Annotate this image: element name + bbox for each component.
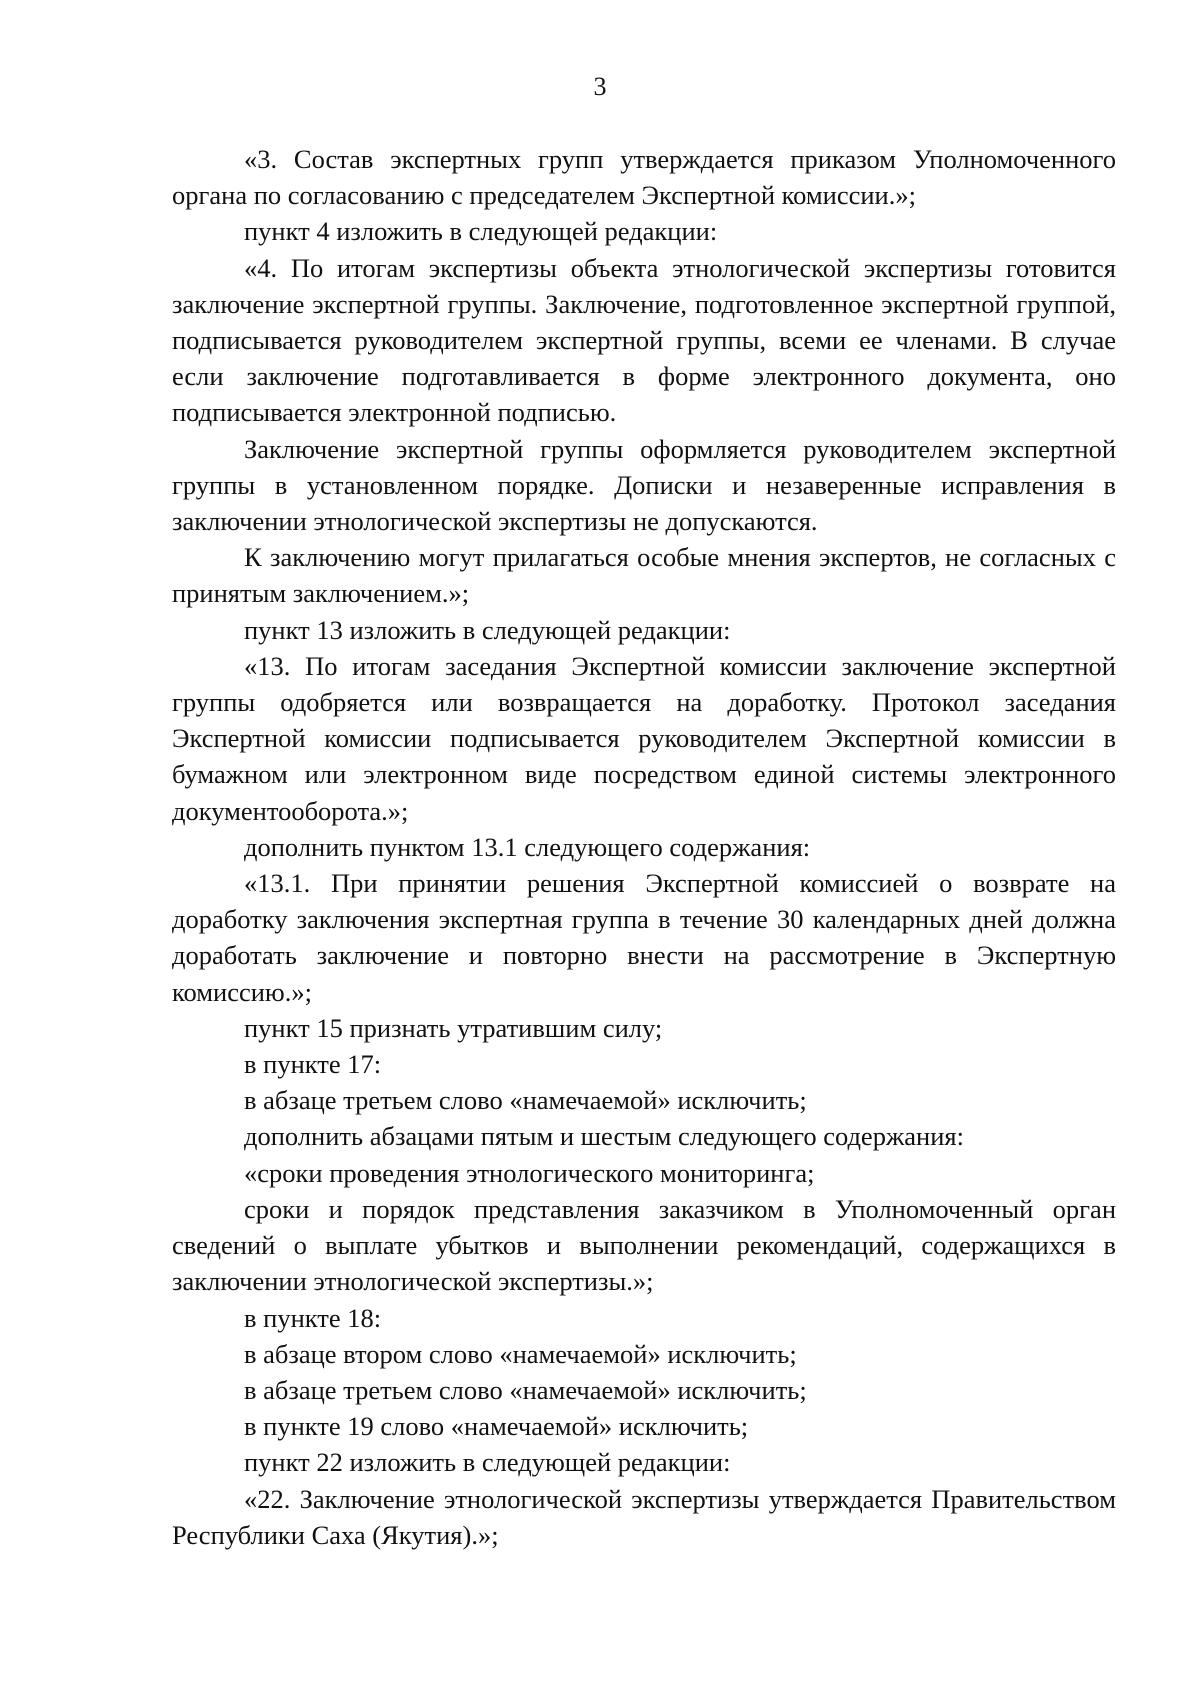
paragraph: в пункте 19 слово «намечаемой» исключить; [244, 1411, 749, 1442]
paragraph: пункт 13 изложить в следующей редакции: [244, 614, 731, 645]
paragraph: «сроки проведения этнологического мониторинга; [244, 1157, 815, 1188]
paragraph: дополнить пунктом 13.1 следующего содержания: [244, 831, 811, 862]
paragraph: пункт 22 изложить в следующей редакции: [244, 1447, 731, 1478]
paragraph: «22. Заключение этнологической экспертизы утверждается Правительством Республики Саха (Якутия).»; [172, 1483, 1116, 1550]
paragraph: в абзаце втором слово «намечаемой» исключить; [244, 1338, 797, 1369]
paragraph: дополнить абзацами пятым и шестым следующего содержания: [244, 1121, 964, 1152]
paragraph: «3. Состав экспертных групп утверждается приказом Уполномоченного органа по согласованию с председателем Экспертной комиссии.»; [172, 144, 1116, 211]
page-number: 3 [593, 72, 607, 101]
paragraph: в пункте 18: [244, 1302, 382, 1333]
paragraph: Заключение экспертной группы оформляется руководителем экспертной группы в установленном порядке. Дописки и незаверенные исправления в заключении этнологической экспертизы не допускаются. [172, 433, 1116, 537]
paragraph: «13.1. При принятии решения Экспертной комиссией о возврате на доработку заключения экспертная группа в течение 30 календарных дней должна доработать заключение и повторно внести на рассмотрение в Экспертную комиссию.»; [172, 868, 1116, 1007]
document-body [172, 141, 1116, 1553]
paragraph: в абзаце третьем слово «намечаемой» исключить; [244, 1085, 807, 1116]
paragraph: в пункте 17: [244, 1049, 382, 1080]
paragraph: пункт 4 изложить в следующей редакции: [244, 216, 718, 247]
paragraph: К заключению могут прилагаться особые мнения экспертов, не согласных с принятым заключением.»; [172, 542, 1116, 609]
paragraph: в абзаце третьем слово «намечаемой» исключить; [244, 1374, 807, 1405]
paragraph: «13. По итогам заседания Экспертной комиссии заключение экспертной группы одобряется или возвращается на доработку. Протокол заседания Экспертной комиссии подписывается руководителем Экспертной комиссии в бумажном или электронном виде посредством единой системы электронного документооборота.»; [172, 650, 1116, 826]
paragraph: «4. По итогам экспертизы объекта этнологической экспертизы готовится заключение экспертной группы. Заключение, подготовленное экспертной группой, подписывается руководителем экспертной группы, всеми ее членами. В случае если заключение подготавливается в форме электронного документа, оно подписывается электронной подписью. [172, 252, 1116, 428]
paragraph: пункт 15 признать утратившим силу; [244, 1012, 663, 1043]
paragraph: сроки и порядок представления заказчиком в Уполномоченный орган сведений о выплате убытков и выполнении рекомендаций, содержащихся в заключении этнологической экспертизы.»; [172, 1193, 1116, 1297]
